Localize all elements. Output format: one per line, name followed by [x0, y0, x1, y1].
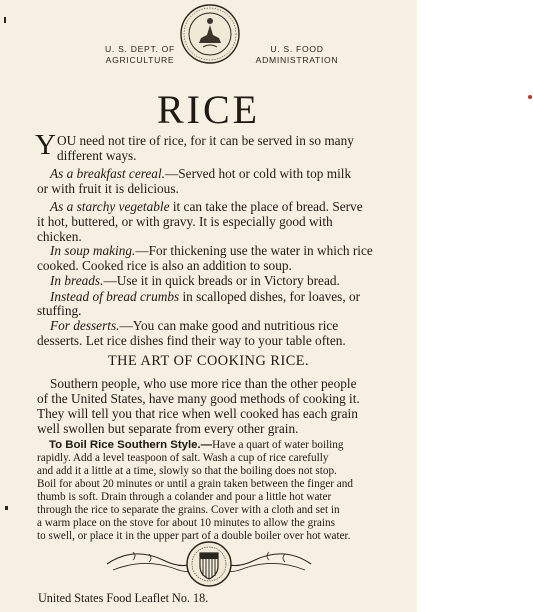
margin-mark — [4, 17, 6, 23]
drop-cap: Y — [35, 129, 56, 161]
use-line: chicken. — [37, 229, 82, 244]
section-heading: THE ART OF COOKING RICE. — [107, 353, 310, 369]
eagle-shield-ornament-icon — [103, 540, 315, 588]
use-line: or with fruit it is delicious. — [37, 181, 179, 196]
recipe-heading-line: To Boil Rice Southern Style.—Have a quart of water boiling — [49, 439, 344, 451]
southern-line: They will tell you that rice when well cooked has each grain — [37, 406, 358, 421]
southern-line: of the United States, have many good methods of cooking it. — [37, 391, 360, 406]
use-soup: In soup making.—For thickening use the water in which rice — [50, 243, 373, 258]
recipe-line: through the rice to separate the grains. Cover with a cloth and set in — [37, 504, 340, 516]
recipe-line: Boil for about 20 minutes or until a grain taken between the finger and — [37, 478, 353, 490]
intro-line-1: OU need not tire of rice, for it can be served in so many — [57, 133, 354, 148]
recipe-line: a warm place on the stove for about 10 minutes to allow the grains — [37, 517, 335, 529]
intro-line-2: different ways. — [57, 148, 137, 163]
dept-agriculture-label: U. S. DEPT. OF AGRICULTURE — [105, 44, 175, 65]
recipe-line: to swell, or place it in the upper part of a double boiler over hot water. — [37, 530, 351, 542]
use-desserts: For desserts.—You can make good and nutritious rice — [50, 318, 339, 333]
southern-line: Southern people, who use more rice than the other people — [50, 376, 357, 391]
recipe-line: rapidly. Add a level teaspoon of salt. Wash a cup of rice carefully — [37, 452, 329, 464]
use-line: stuffing. — [37, 303, 82, 318]
use-breakfast: As a breakfast cereal.—Served hot or cold with top milk — [50, 166, 352, 181]
food-administration-label: U. S. FOOD ADMINISTRATION — [255, 44, 339, 65]
southern-line: well swollen but separate from every other grain. — [37, 421, 299, 436]
use-breads: In breads.—Use it in quick breads or in Victory bread. — [50, 273, 340, 288]
recipe-line: thumb is soft. Drain through a colander and pour a little hot water — [37, 491, 332, 503]
margin-mark — [5, 506, 8, 510]
usda-seal-icon — [179, 3, 241, 65]
use-line: it hot, buttered, or with gravy. It is especially good with — [37, 214, 333, 229]
page-title: RICE — [156, 87, 261, 132]
use-line: desserts. Let rice dishes find their way to your table often. — [37, 333, 346, 348]
footer-leaflet-number: United States Food Leaflet No. 18. — [38, 591, 209, 605]
recipe-line: and add it a little at a time, slowly so that the boiling does not stop. — [37, 465, 337, 477]
use-line: cooked. Cooked rice is also an addition to soup. — [37, 258, 292, 273]
red-mark — [528, 95, 532, 99]
use-bread-crumbs: Instead of bread crumbs in scalloped dishes, for loaves, or — [50, 289, 361, 304]
use-starchy-vegetable: As a starchy vegetable it can take the place of bread. Serve — [50, 199, 363, 214]
